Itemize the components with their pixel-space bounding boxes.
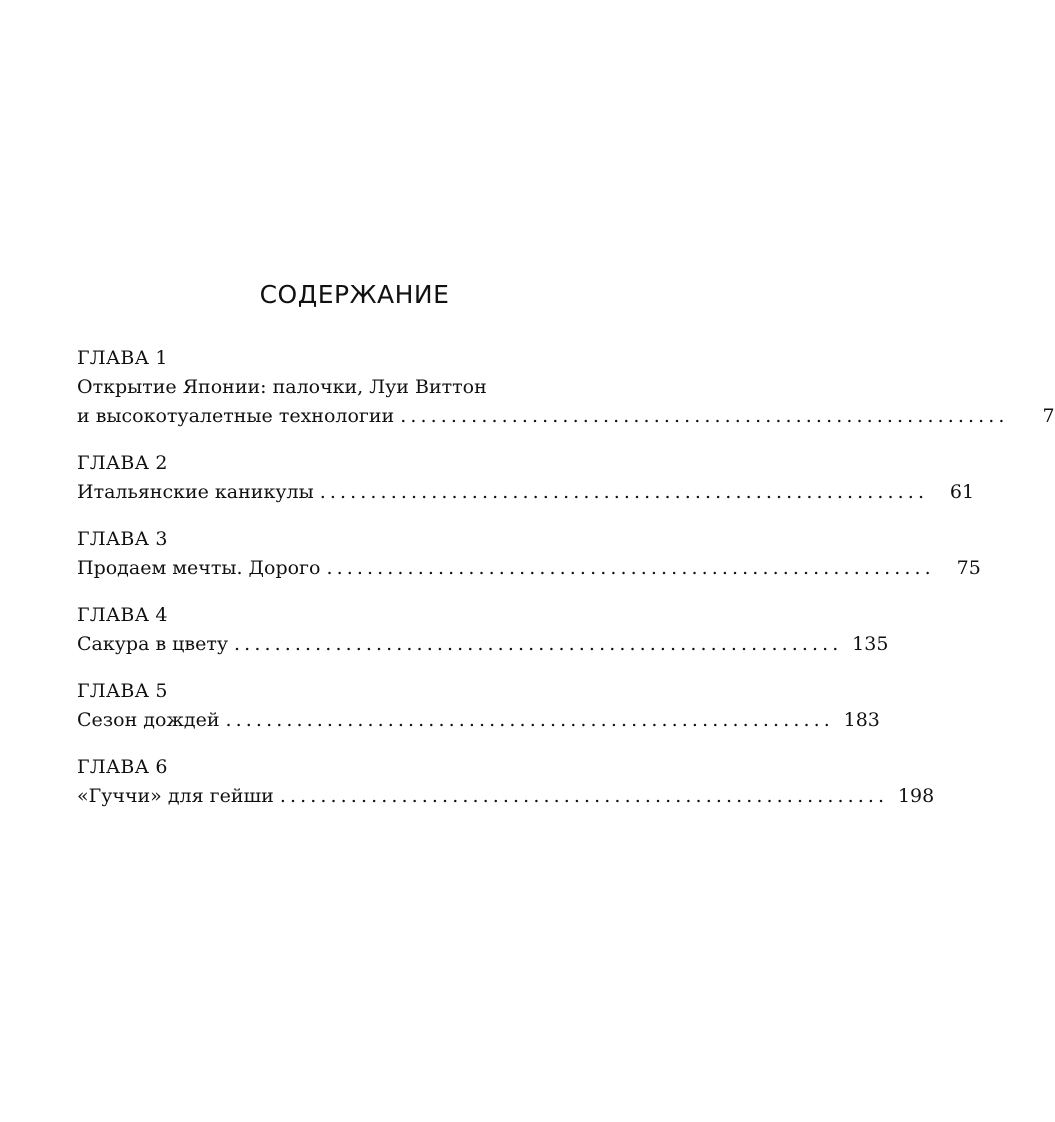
toc-chapter-2 [77,449,975,507]
chapter-label: ГЛАВА 1 [77,347,168,369]
chapter-label: ГЛАВА 4 [77,604,168,626]
toc-chapter-1 [77,344,1055,431]
dot-leader: ............................................................ [234,633,843,655]
toc-entry[interactable] [77,478,975,507]
dot-leader: ............................................................ [225,709,834,731]
toc-chapter-3 [77,525,981,583]
chapter-title: и высокотуалетные технологии [77,405,395,427]
page-title: СОДЕРЖАНИЕ [259,280,450,309]
dot-leader: ............................................................ [326,557,935,579]
chapter-label: ГЛАВА 2 [77,452,168,474]
chapter-label: ГЛАВА 5 [77,680,168,702]
toc-chapter-5 [77,677,880,735]
dot-leader: ............................................................ [400,405,1009,427]
toc-entry[interactable] [77,402,1055,431]
dot-leader: ............................................................ [279,785,889,807]
chapter-title: Сакура в цвету [77,633,229,655]
page-number: 75 [956,557,981,579]
page-number: 198 [897,785,935,807]
page-number: 135 [852,633,889,655]
toc-entry[interactable] [77,706,880,735]
chapter-label: ГЛАВА 3 [77,528,168,550]
toc-chapter-4 [77,601,889,659]
toc-chapter-6 [77,753,935,811]
page-number: 183 [843,709,880,731]
chapter-title: «Гуччи» для гейши [77,785,274,807]
table-of-contents [77,344,1055,829]
chapter-title: Продаем мечты. Дорого [77,557,321,579]
dot-leader: ............................................................ [319,481,929,503]
page-number: 7 [1042,405,1055,427]
toc-entry[interactable] [77,554,981,583]
toc-entry[interactable] [77,630,889,659]
chapter-label: ГЛАВА 6 [77,756,168,778]
chapter-title: Сезон дождей [77,709,220,731]
toc-entry[interactable] [77,782,935,811]
page-number: 61 [949,481,975,503]
chapter-title-line: Открытие Японии: палочки, Луи Виттон [77,376,487,398]
chapter-title: Итальянские каникулы [77,481,314,503]
